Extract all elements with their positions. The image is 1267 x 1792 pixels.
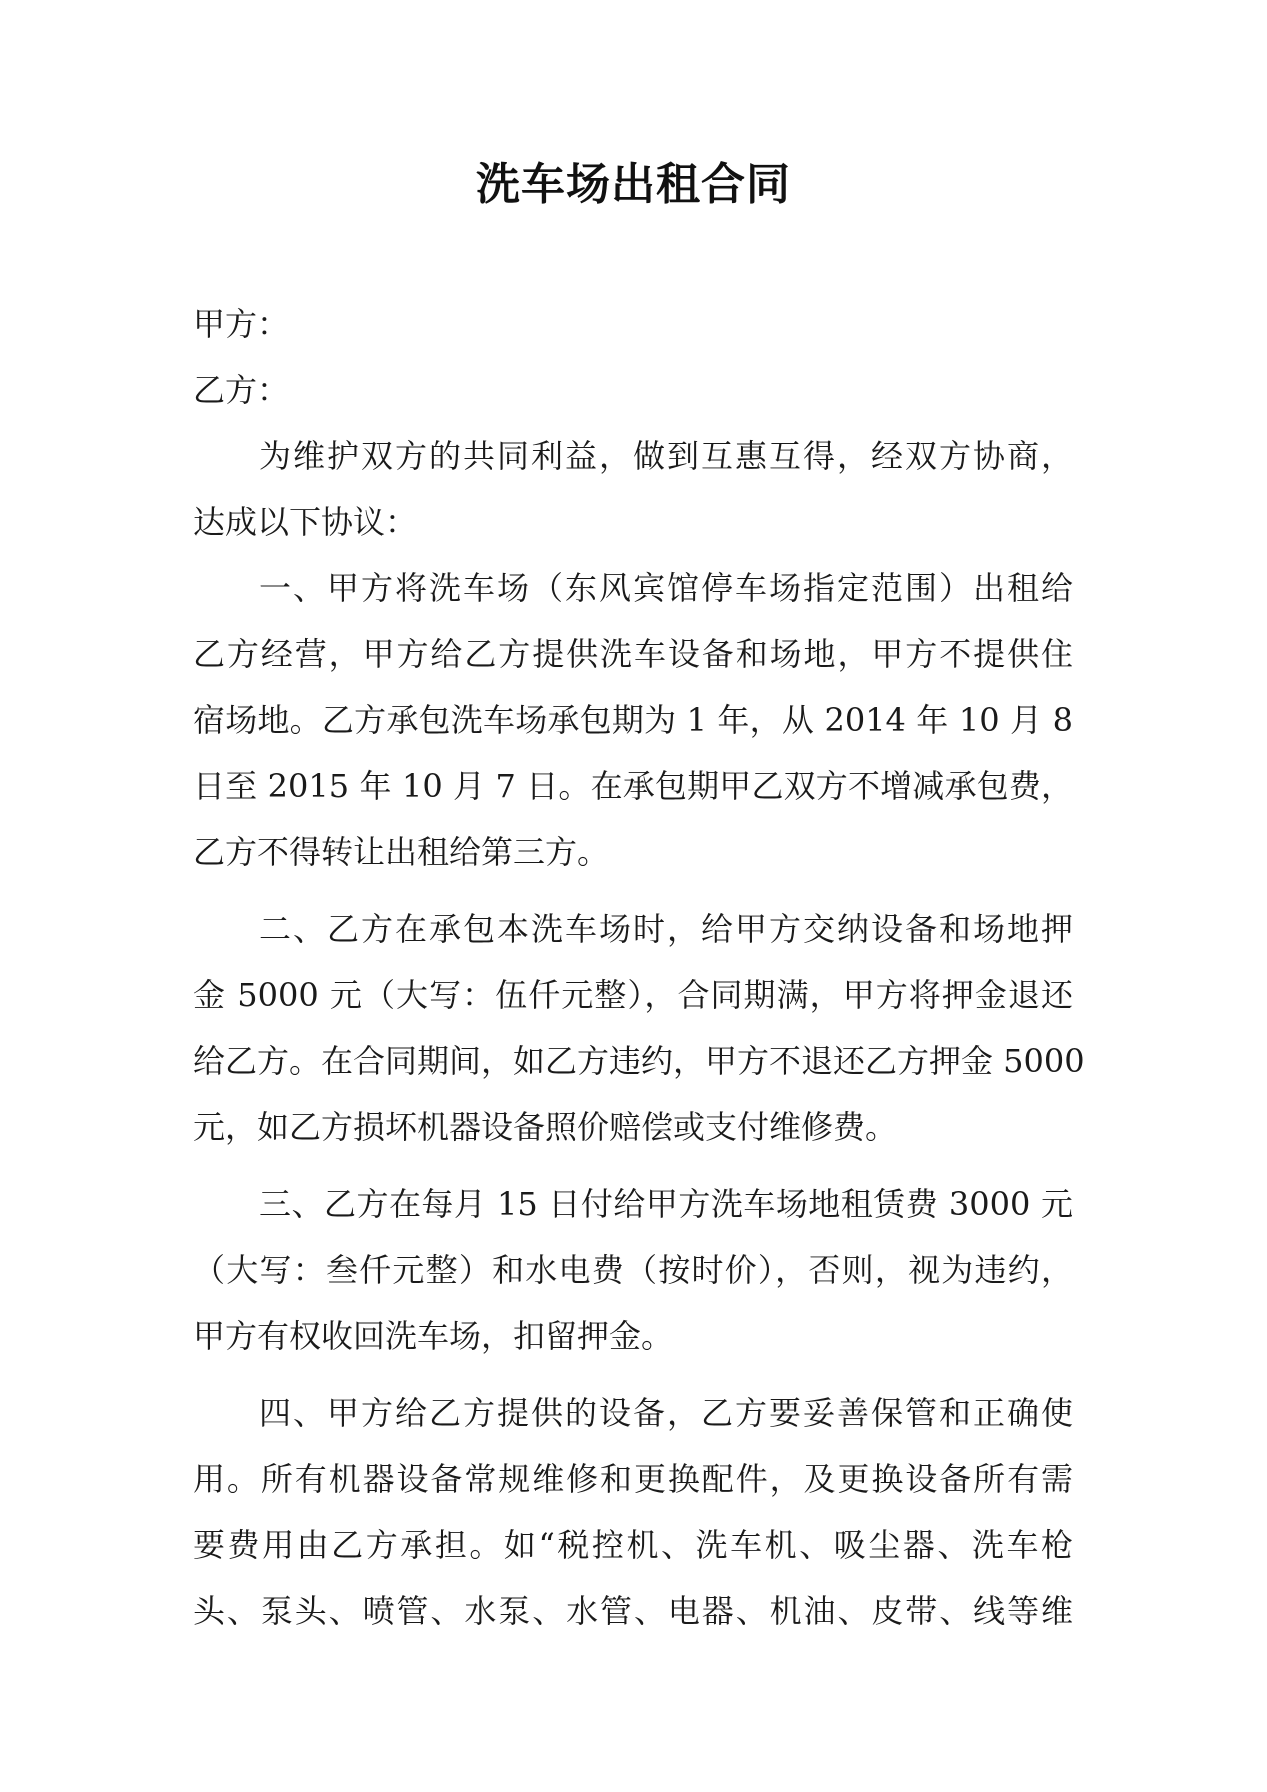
clause-2-line: 元，如乙方损坏机器设备照价赔偿或支付维修费。 — [193, 1108, 898, 1146]
preamble-line: 达成以下协议： — [193, 503, 418, 541]
clause-1-line: 乙方经营，甲方给乙方提供洗车设备和场地，甲方不提供住 — [193, 635, 1073, 673]
clause-3-line: 三、乙方在每月 15 日付给甲方洗车场地租赁费 3000 元 — [259, 1185, 1073, 1223]
clause-1-line: 一、甲方将洗车场（东风宾馆停车场指定范围）出租给 — [259, 569, 1073, 607]
clause-3-line: （大写：叁仟元整）和水电费（按时价），否则，视为违约， — [193, 1251, 1073, 1289]
paragraph-gap — [193, 1160, 1073, 1171]
paragraph-gap — [193, 1369, 1073, 1380]
document-title: 洗车场出租合同 — [476, 159, 791, 210]
preamble-line: 为维护双方的共同利益，做到互惠互得，经双方协商， — [259, 437, 1073, 475]
clause-1-line: 乙方不得转让出租给第三方。 — [193, 833, 610, 871]
clause-4-line: 四、甲方给乙方提供的设备，乙方要妥善保管和正确使 — [259, 1394, 1073, 1432]
clause-1-line: 日至 2015 年 10 月 7 日。在承包期甲乙双方不增减承包费， — [193, 767, 1073, 805]
clause-2-line: 金 5000 元（大写：伍仟元整），合同期满，甲方将押金退还 — [193, 976, 1073, 1014]
clause-4-line: 用。所有机器设备常规维修和更换配件，及更换设备所有需 — [193, 1460, 1073, 1498]
document-body — [193, 291, 1085, 1644]
clause-1-line: 宿场地。乙方承包洗车场承包期为 1 年，从 2014 年 10 月 8 — [193, 701, 1073, 739]
clause-4-line: 头、泵头、喷管、水泵、水管、电器、机油、皮带、线等维 — [193, 1592, 1073, 1630]
party-b-line: 乙方： — [193, 371, 290, 409]
clause-4-line: 要费用由乙方承担。如“税控机、洗车机、吸尘器、洗车枪 — [193, 1526, 1073, 1564]
paragraph-gap — [193, 885, 1073, 896]
party-a-line: 甲方： — [193, 305, 290, 343]
clause-3-line: 甲方有权收回洗车场，扣留押金。 — [193, 1317, 674, 1355]
clause-2-line: 二、乙方在承包本洗车场时，给甲方交纳设备和场地押 — [259, 910, 1073, 948]
clause-2-line: 给乙方。在合同期间，如乙方违约，甲方不退还乙方押金 5000 — [193, 1042, 1085, 1080]
